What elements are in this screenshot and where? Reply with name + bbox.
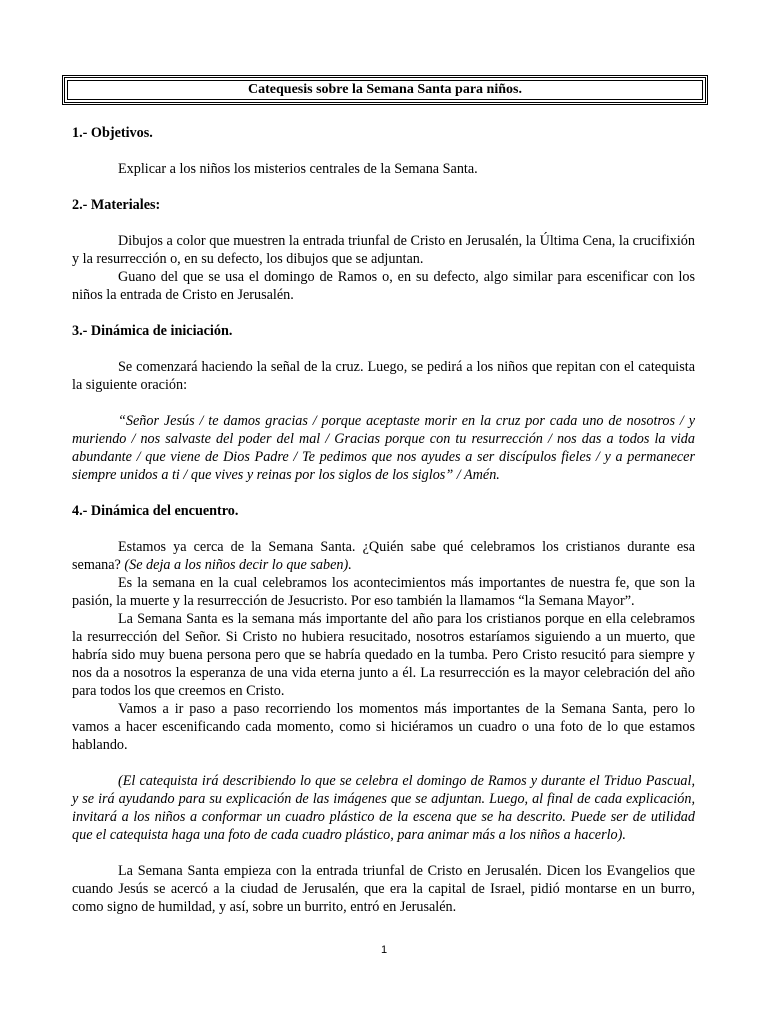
- paragraph: [72, 538, 695, 574]
- paragraph: Dibujos a color que muestren la entrada triunfal de Cristo en Jerusalén, la Última Cena, la crucifixión y la resurrección o, en su defecto, los dibujos que se adjuntan.: [72, 233, 695, 267]
- document-title: Catequesis sobre la Semana Santa para niños.: [248, 82, 522, 97]
- paragraph: La Semana Santa es la semana más importante del año para los cristianos porque en ella celebramos la resurrección del Señor. Si Cristo no hubiera resucitado, nosotros estaríamos siguiendo a un muerto, que habría sido muy buena persona pero que se habría quedado en la tumba. Pero Cristo resucitó para siempre y nos da a nosotros la esperanza de una vida eterna junto a él. La resurrección es la mayor celebración del año para todos los que creemos en Cristo.: [72, 611, 695, 699]
- section-heading-encuentro: 4.- Dinámica del encuentro.: [72, 503, 239, 519]
- catechist-note: (El catequista irá describiendo lo que se celebra el domingo de Ramos y durante el Triduo Pascual, y se irá ayudando para su explicación de las imágenes que se adjuntan. Luego, al final de cada explicación, invitará a los niños a conformar un cuadro plástico de la escena que se ha descrito. Puede ser de utilidad que el catequista haga una foto de cada cuadro plástico, para animar más a los niños a hacerlo).: [72, 773, 695, 843]
- paragraph: Guano del que se usa el domingo de Ramos o, en su defecto, algo similar para escenificar con los niños la entrada de Cristo en Jerusalén.: [72, 269, 695, 303]
- section-heading-objetivos: 1.- Objetivos.: [72, 125, 153, 141]
- prayer-text: “Señor Jesús / te damos gracias / porque aceptaste morir en la cruz por cada uno de nosotros / y muriendo / nos salvaste del poder del mal / Gracias porque con tu resurrección / nos das a todos la vida abundante / que viene de Dios Padre / Te pedimos que nos ayudes a ser discípulos fieles / y a permanecer siempre unidos a ti / que vives y reinas por los siglos de los siglos” / Amén.: [72, 413, 695, 483]
- paragraph: Es la semana en la cual celebramos los acontecimientos más importantes de nuestra fe, que son la pasión, la muerte y la resurrección de Jesucristo. Por eso también la llamamos “la Semana Mayor”.: [72, 575, 695, 609]
- section-heading-iniciacion: 3.- Dinámica de iniciación.: [72, 323, 233, 339]
- paragraph: La Semana Santa empieza con la entrada triunfal de Cristo en Jerusalén. Dicen los Evangelios que cuando Jesús se acercó a la ciudad de Jerusalén, que era la capital de Israel, pidió montarse en un burro, como signo de humildad, y así, sobre un burrito, entró en Jerusalén.: [72, 863, 695, 915]
- paragraph: Explicar a los niños los misterios centrales de la Semana Santa.: [118, 161, 478, 177]
- paragraph: Se comenzará haciendo la señal de la cruz. Luego, se pedirá a los niños que repitan con el catequista la siguiente oración:: [72, 359, 695, 393]
- paragraph-text: Estamos ya cerca de la Semana Santa. ¿Quién sabe qué celebramos los cristianos durante esa semana?: [72, 539, 695, 573]
- page-number: 1: [380, 944, 388, 956]
- section-heading-materiales: 2.- Materiales:: [72, 197, 161, 213]
- paragraph: Vamos a ir paso a paso recorriendo los momentos más importantes de la Semana Santa, pero lo vamos a hacer escenificando cada momento, como si hiciéramos un cuadro o una foto de lo que estamos hablando.: [72, 701, 695, 753]
- title-box: [62, 75, 708, 105]
- document-body: [72, 124, 695, 916]
- stage-direction: (Se deja a los niños decir lo que saben).: [124, 557, 352, 573]
